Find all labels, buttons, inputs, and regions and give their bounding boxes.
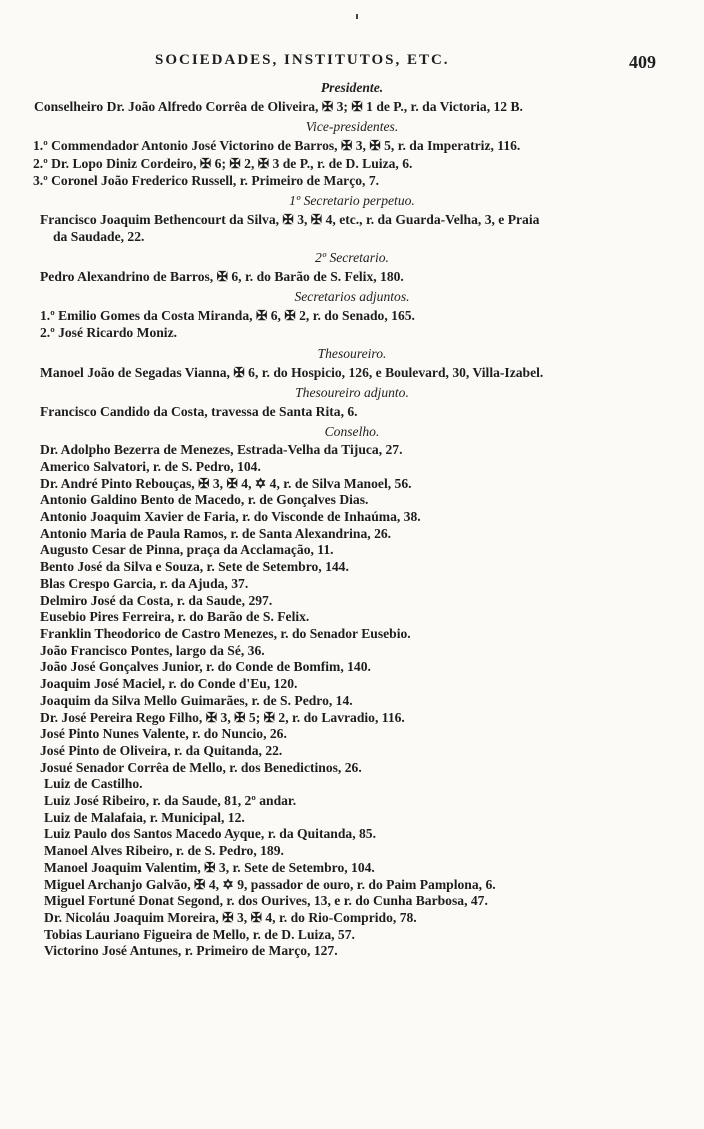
top-mark (356, 14, 358, 19)
list-item: Tobias Lauriano Figueira de Mello, r. de D. Luiza, 57. (44, 926, 355, 942)
conselho-list (0, 442, 704, 960)
entry-segundo-secretario: Pedro Alexandrino de Barros, ✠ 6, r. do Barão de S. Felix, 180. (40, 268, 404, 284)
section-heading-primeiro-secretario: 1º Secretario perpetuo. (289, 193, 415, 209)
list-item: Manoel Alves Ribeiro, r. de S. Pedro, 189. (44, 843, 284, 859)
list-item: Manoel Joaquim Valentim, ✠ 3, r. Sete de Setembro, 104. (44, 859, 375, 875)
entry-primeiro-secretario-cont: da Saudade, 22. (53, 229, 145, 245)
list-item: Victorino José Antunes, r. Primeiro de Março, 127. (44, 943, 338, 959)
header-title: SOCIEDADES, INSTITUTOS, ETC. (155, 52, 450, 68)
section-heading-thesoureiro-adjunto: Thesoureiro adjunto. (295, 384, 409, 400)
list-item: Luiz de Malafaia, r. Municipal, 12. (44, 809, 245, 825)
entry-adjunto-1: 1.º Emilio Gomes da Costa Miranda, ✠ 6, ✠ 2, r. do Senado, 165. (40, 308, 415, 324)
list-item: Antonio Joaquim Xavier de Faria, r. do Visconde de Inhaúma, 38. (40, 509, 421, 525)
list-item: José Pinto de Oliveira, r. da Quitanda, 22. (40, 742, 283, 758)
list-item: Eusebio Pires Ferreira, r. do Barão de S. Felix. (40, 609, 310, 625)
list-item: Luiz de Castilho. (44, 776, 143, 792)
list-item: José Pinto Nunes Valente, r. do Nuncio, 26. (40, 726, 287, 742)
list-item: Dr. André Pinto Rebouças, ✠ 3, ✠ 4, ✡ 4, r. de Silva Manoel, 56. (40, 475, 412, 491)
section-heading-conselho: Conselho. (324, 424, 380, 440)
list-item: Americo Salvatori, r. de S. Pedro, 104. (40, 458, 261, 474)
section-heading-presidente: Presidente. (320, 80, 384, 95)
list-item: Miguel Archanjo Galvão, ✠ 4, ✡ 9, passador de ouro, r. do Paim Pamplona, 6. (44, 876, 496, 892)
entry-presidente: Conselheiro Dr. João Alfredo Corrêa de Oliveira, ✠ 3; ✠ 1 de P., r. da Victoria, 12 B. (34, 99, 523, 114)
entry-adjunto-2: 2.º José Ricardo Moniz. (40, 325, 178, 341)
section-heading-thesoureiro: Thesoureiro. (317, 345, 387, 361)
list-item: Blas Crespo Garcia, r. da Ajuda, 37. (40, 575, 249, 591)
list-item: Luiz José Ribeiro, r. da Saude, 81, 2º andar. (44, 793, 297, 809)
list-item: Dr. Adolpho Bezerra de Menezes, Estrada-Velha da Tijuca, 27. (40, 442, 403, 458)
list-item: Antonio Maria de Paula Ramos, r. de Santa Alexandrina, 26. (40, 525, 392, 541)
list-item: Josué Senador Corrêa de Mello, r. dos Benedictinos, 26. (40, 759, 362, 775)
list-item: Miguel Fortuné Donat Segond, r. dos Ourives, 13, e r. do Cunha Barbosa, 47. (44, 893, 488, 909)
list-item: João Francisco Pontes, largo da Sé, 36. (40, 642, 265, 658)
list-item: Delmiro José da Costa, r. da Saude, 297. (40, 592, 273, 608)
running-header (0, 52, 704, 76)
list-item: Franklin Theodorico de Castro Menezes, r. do Senador Eusebio. (40, 626, 411, 641)
section-heading-segundo-secretario: 2º Secretario. (315, 249, 389, 265)
page-content (0, 78, 704, 960)
list-item: Bento José da Silva e Souza, r. Sete de Setembro, 144. (40, 559, 349, 575)
list-item: Luiz Paulo dos Santos Macedo Ayque, r. da Quitanda, 85. (44, 826, 376, 842)
page-number: 409 (629, 52, 656, 72)
entry-thesoureiro: Manoel João de Segadas Vianna, ✠ 6, r. do Hospicio, 126, e Boulevard, 30, Villa-Izabel. (40, 364, 544, 380)
section-heading-adjuntos: Secretarios adjuntos. (294, 289, 410, 305)
list-item: Joaquim da Silva Mello Guimarães, r. de S. Pedro, 14. (40, 692, 353, 708)
entry-thesoureiro-adjunto: Francisco Candido da Costa, travessa de Santa Rita, 6. (40, 403, 358, 419)
list-item: João José Gonçalves Junior, r. do Conde de Bomfim, 140. (40, 659, 371, 675)
entry-vice-3: 3.º Coronel João Frederico Russell, r. Primeiro de Março, 7. (33, 172, 380, 188)
entry-vice-2: 2.º Dr. Lopo Diniz Cordeiro, ✠ 6; ✠ 2, ✠ 3 de P., r. de D. Luiza, 6. (33, 155, 413, 171)
entry-vice-1: 1.º Commendador Antonio José Victorino de Barros, ✠ 3, ✠ 5, r. da Imperatriz, 116. (33, 138, 521, 154)
list-item: Joaquim José Maciel, r. do Conde d'Eu, 120. (40, 676, 298, 692)
list-item: Antonio Galdino Bento de Macedo, r. de Gonçalves Dias. (40, 492, 369, 508)
list-item: Dr. José Pereira Rego Filho, ✠ 3, ✠ 5; ✠ 2, r. do Lavradio, 116. (40, 709, 405, 725)
section-heading-vice: Vice-presidentes. (305, 119, 399, 135)
list-item: Augusto Cesar de Pinna, praça da Acclamação, 11. (40, 542, 334, 558)
list-item: Dr. Nicoláu Joaquim Moreira, ✠ 3, ✠ 4, r. do Rio-Comprido, 78. (44, 909, 417, 925)
entry-primeiro-secretario: Francisco Joaquim Bethencourt da Silva, ✠ 3, ✠ 4, etc., r. da Guarda-Velha, 3, e Praia (40, 212, 540, 228)
